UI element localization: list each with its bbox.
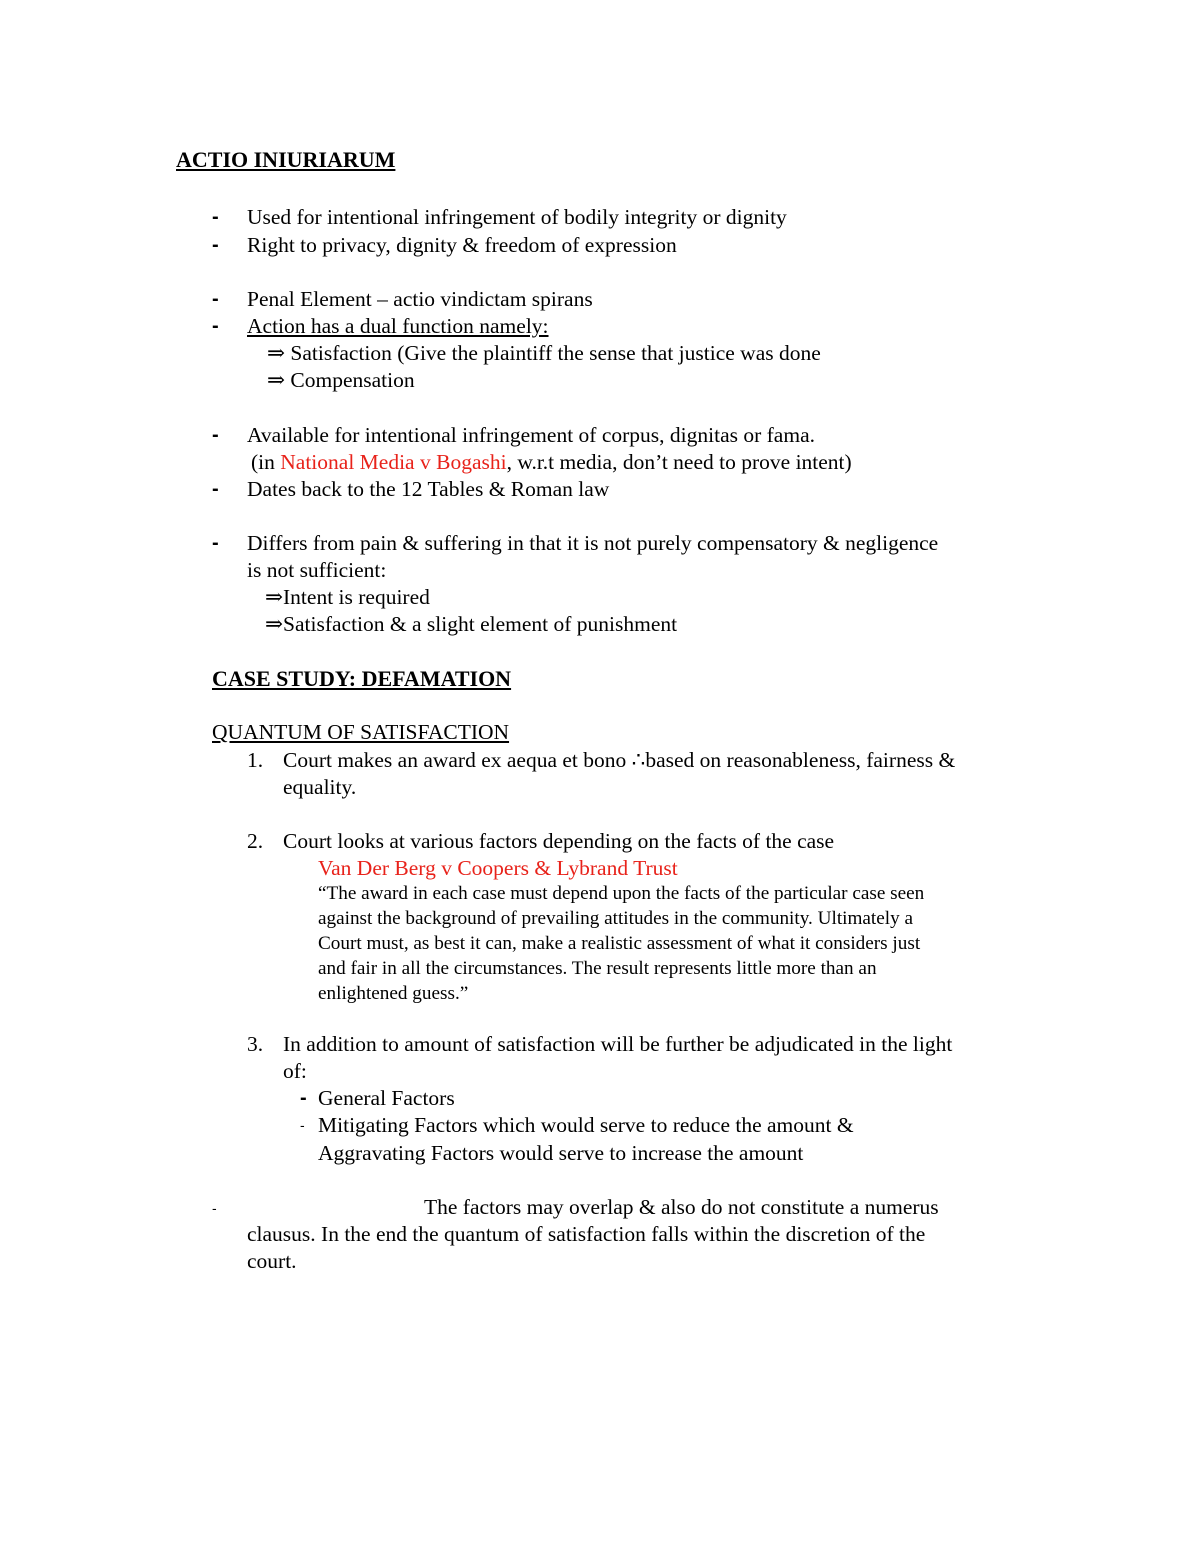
paragraph-line: The factors may overlap & also do not constitute a numerus bbox=[424, 1195, 939, 1219]
bullet-text: Dates back to the 12 Tables & Roman law bbox=[247, 477, 610, 501]
case-quote-line: against the background of prevailing attitudes in the community. Ultimately a bbox=[318, 908, 914, 929]
bullet-text: Penal Element – actio vindictam spirans bbox=[247, 287, 593, 311]
bullet-text: Action has a dual function namely: bbox=[247, 314, 549, 338]
bullet-text: Available for intentional infringement of corpus, dignitas or fama. bbox=[247, 423, 815, 447]
page-title: ACTIO INIURIARUM bbox=[176, 147, 396, 172]
case-citation: National Media v Bogashi bbox=[280, 450, 507, 474]
paragraph-line: clausus. In the end the quantum of satisfaction falls within the discretion of the bbox=[247, 1222, 926, 1246]
list-item-text: Court makes an award ex aequa et bono ∴based on reasonableness, fairness & bbox=[283, 748, 956, 772]
case-citation: Van Der Berg v Coopers & Lybrand Trust bbox=[318, 856, 678, 880]
bullet-dash: - bbox=[212, 424, 219, 446]
case-note-prefix: (in bbox=[251, 450, 281, 474]
bullet-text-continued: is not sufficient: bbox=[247, 558, 387, 582]
bullet-dash: - bbox=[212, 288, 219, 310]
list-item-text-continued: equality. bbox=[283, 775, 357, 799]
sub-point-continued: Aggravating Factors would serve to increase the amount bbox=[318, 1141, 804, 1165]
list-item-text-continued: of: bbox=[283, 1059, 307, 1083]
bullet-dash: - bbox=[212, 532, 219, 554]
sub-point: ⇒Intent is required bbox=[265, 585, 430, 609]
bullet-dash: - bbox=[300, 1087, 307, 1109]
subsection-heading: QUANTUM OF SATISFACTION bbox=[212, 720, 510, 744]
sub-point: ⇒ Satisfaction (Give the plaintiff the sense that justice was done bbox=[267, 341, 821, 365]
paragraph-line: court. bbox=[247, 1249, 297, 1273]
case-quote-line: Court must, as best it can, make a realistic assessment of what it considers just bbox=[318, 933, 921, 954]
bullet-text: Right to privacy, dignity & freedom of expression bbox=[247, 233, 677, 257]
sub-point: Mitigating Factors which would serve to reduce the amount & bbox=[318, 1113, 854, 1137]
bullet-dash: - bbox=[212, 234, 219, 256]
bullet-dash: - bbox=[212, 206, 219, 228]
sub-point: ⇒ Compensation bbox=[267, 368, 415, 392]
case-quote-line: and fair in all the circumstances. The result represents little more than an bbox=[318, 958, 877, 979]
sub-point: General Factors bbox=[318, 1086, 455, 1110]
bullet-dash: - bbox=[212, 315, 219, 337]
case-note-suffix: , w.r.t media, don’t need to prove intent) bbox=[506, 450, 852, 474]
bullet-text: Used for intentional infringement of bodily integrity or dignity bbox=[247, 205, 787, 229]
bullet-text: Differs from pain & suffering in that it is not purely compensatory & negligence bbox=[247, 531, 939, 555]
list-item-text: In addition to amount of satisfaction will be further be adjudicated in the light bbox=[283, 1032, 953, 1056]
list-number: 2. bbox=[247, 829, 264, 853]
bullet-dash: - bbox=[300, 1117, 305, 1133]
case-note bbox=[251, 449, 852, 476]
list-number: 1. bbox=[247, 748, 264, 772]
case-quote-line: “The award in each case must depend upon the facts of the particular case seen bbox=[318, 883, 925, 904]
bullet-dash: - bbox=[212, 478, 219, 500]
case-quote-line: enlightened guess.” bbox=[318, 983, 469, 1004]
bullet-dash: - bbox=[212, 1200, 217, 1216]
section-heading: CASE STUDY: DEFAMATION bbox=[212, 666, 512, 691]
list-item-text: Court looks at various factors depending on the facts of the case bbox=[283, 829, 835, 853]
sub-point: ⇒Satisfaction & a slight element of punishment bbox=[265, 612, 678, 636]
list-number: 3. bbox=[247, 1032, 264, 1056]
